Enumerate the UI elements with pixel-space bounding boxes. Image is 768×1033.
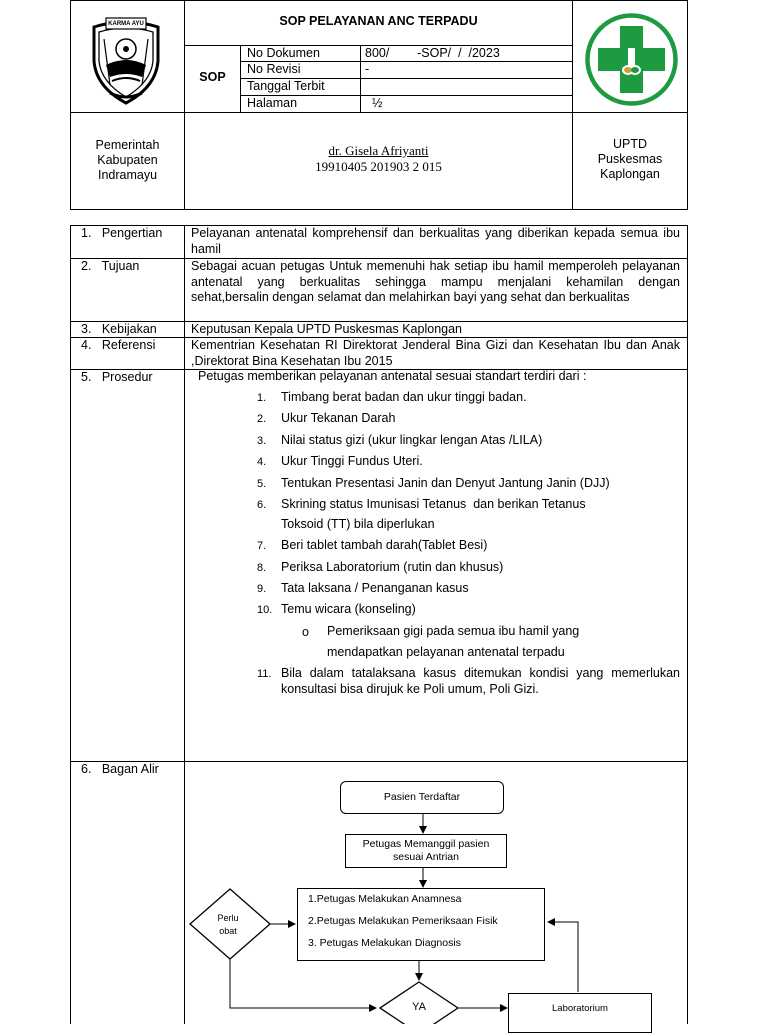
- sub-bullet-line-2: mendapatkan pelayanan antenatal terpadu: [327, 645, 565, 659]
- section-label-tujuan: 2. Tujuan: [81, 259, 140, 273]
- decision-perlu-line-1: Perlu: [217, 913, 239, 923]
- sub-bullet: o: [302, 625, 309, 639]
- section-label-prosedur: 5. Prosedur: [81, 370, 153, 384]
- revision-value: -: [365, 62, 370, 76]
- flow-lab-text: Laboratorium: [552, 1003, 608, 1014]
- org-right-line-1: UPTD: [612, 137, 648, 151]
- page-value: ½: [372, 96, 383, 110]
- step-text: Tentukan Presentasi Janin dan Denyut Jantung Janin (DJJ): [281, 476, 610, 490]
- step-11-text: Bila dalam tatalaksana kasus ditemukan kondisi yang memerlukan konsultasi bisa dirujuk ke Poli umum, Poli Gizi.: [281, 666, 680, 696]
- step-text-continued: Toksoid (TT) bila diperlukan: [281, 517, 435, 531]
- step-number: 6.: [257, 499, 267, 511]
- step-text: Nilai status gizi (ukur lingkar lengan Atas /LILA): [281, 433, 543, 447]
- issue-date-label: Tanggal Terbit: [247, 79, 325, 93]
- doc-number-value: 800/ -SOP/ / /2023: [365, 46, 500, 60]
- step-number: 9.: [257, 583, 267, 595]
- kebijakan-text: Keputusan Kepala UPTD Puskesmas Kaplongan: [191, 322, 462, 336]
- org-right-line-3: Kaplongan: [600, 167, 660, 181]
- tujuan-text: Sebagai acuan petugas Untuk memenuhi hak setiap ibu hamil memperoleh pelayanan antenatal yang berkualitas sehingga mampu menjalani kehamilan dengan sehat,bersalin dengan selamat dan melahirkan bayi yang sehat dan berkualitas: [191, 259, 680, 305]
- step-number: 4.: [257, 456, 267, 468]
- signer-nip: 19910405 201903 2 015: [315, 159, 442, 174]
- step-text: Timbang berat badan dan ukur tinggi badan.: [281, 390, 527, 404]
- crest-motto: KARMA AYU: [108, 21, 144, 27]
- flow-start-box: [340, 781, 504, 814]
- step-text: Periksa Laboratorium (rutin dan khusus): [281, 560, 504, 574]
- step-number: 1.: [257, 392, 267, 404]
- page-label: Halaman: [247, 96, 298, 110]
- decision-perlu-line-2: obat: [219, 926, 237, 936]
- step-text: Temu wicara (konseling): [281, 602, 416, 616]
- flow-call-box: [345, 834, 507, 868]
- step-number: 2.: [257, 413, 267, 425]
- flow-step-anamnesa: 1.Petugas Melakukan Anamnesa: [308, 893, 462, 905]
- revision-label: No Revisi: [247, 62, 301, 76]
- section-label-kebijakan: 3. Kebijakan: [81, 322, 157, 336]
- org-left-line-1: Pemerintah: [95, 138, 160, 152]
- flow-call-line-2: sesuai Antrian: [393, 851, 459, 863]
- section-label-referensi: 4. Referensi: [81, 338, 156, 352]
- step-text: Skrining status Imunisasi Tetanus dan berikan Tetanus: [281, 497, 586, 511]
- step-text: Ukur Tinggi Fundus Uteri.: [281, 454, 423, 468]
- flow-examination-box: [297, 888, 545, 961]
- flow-call-line-1: Petugas Memanggil pasien: [362, 838, 490, 850]
- step-number: 7.: [257, 540, 267, 552]
- section-label-bagan: 6. Bagan Alir: [81, 762, 159, 776]
- referensi-text: Kementrian Kesehatan RI Direktorat Jenderal Bina Gizi dan Kesehatan Ibu dan Anak ,Direktorat Bina Kesehatan Ibu 2015: [191, 338, 680, 368]
- sub-bullet-line-1: Pemeriksaan gigi pada semua ibu hamil yang: [327, 624, 580, 638]
- step-number: 11.: [257, 668, 272, 680]
- step-number: 3.: [257, 435, 267, 447]
- doc-number-label: No Dokumen: [247, 46, 320, 60]
- section-label-pengertian: 1. Pengertian: [81, 226, 163, 240]
- org-left-line-2: Kabupaten: [97, 153, 158, 167]
- org-right-line-2: Puskesmas: [597, 152, 663, 166]
- step-text: Ukur Tekanan Darah: [281, 411, 396, 425]
- prosedur-intro: Petugas memberikan pelayanan antenatal sesuai standart terdiri dari :: [198, 369, 587, 383]
- sop-title: SOP PELAYANAN ANC TERPADU: [279, 14, 478, 28]
- step-number: 10.: [257, 604, 273, 616]
- step-text: Tata laksana / Penanganan kasus: [281, 581, 469, 595]
- flow-step-diagnosis: 3. Petugas Melakukan Diagnosis: [308, 937, 461, 949]
- decision-perlu-obat-diamond: [190, 889, 270, 959]
- pengertian-text: Pelayanan antenatal komprehensif dan berkualitas yang diberikan kepada semua ibu hamil: [191, 226, 680, 256]
- flow-start-text: Pasien Terdaftar: [383, 791, 461, 803]
- step-number: 8.: [257, 562, 267, 574]
- step-text: Beri tablet tambah darah(Tablet Besi): [281, 538, 488, 552]
- decision-ya-label: YA: [412, 1001, 426, 1013]
- step-number: 5.: [257, 478, 267, 490]
- sop-label: SOP: [199, 70, 226, 84]
- org-left-line-3: Indramayu: [97, 168, 158, 182]
- flow-lab-box: [508, 993, 652, 1033]
- flow-step-pemeriksaan: 2.Petugas Melakukan Pemeriksaan Fisik: [308, 915, 498, 927]
- signer-name: dr. Gisela Afriyanti: [328, 143, 429, 158]
